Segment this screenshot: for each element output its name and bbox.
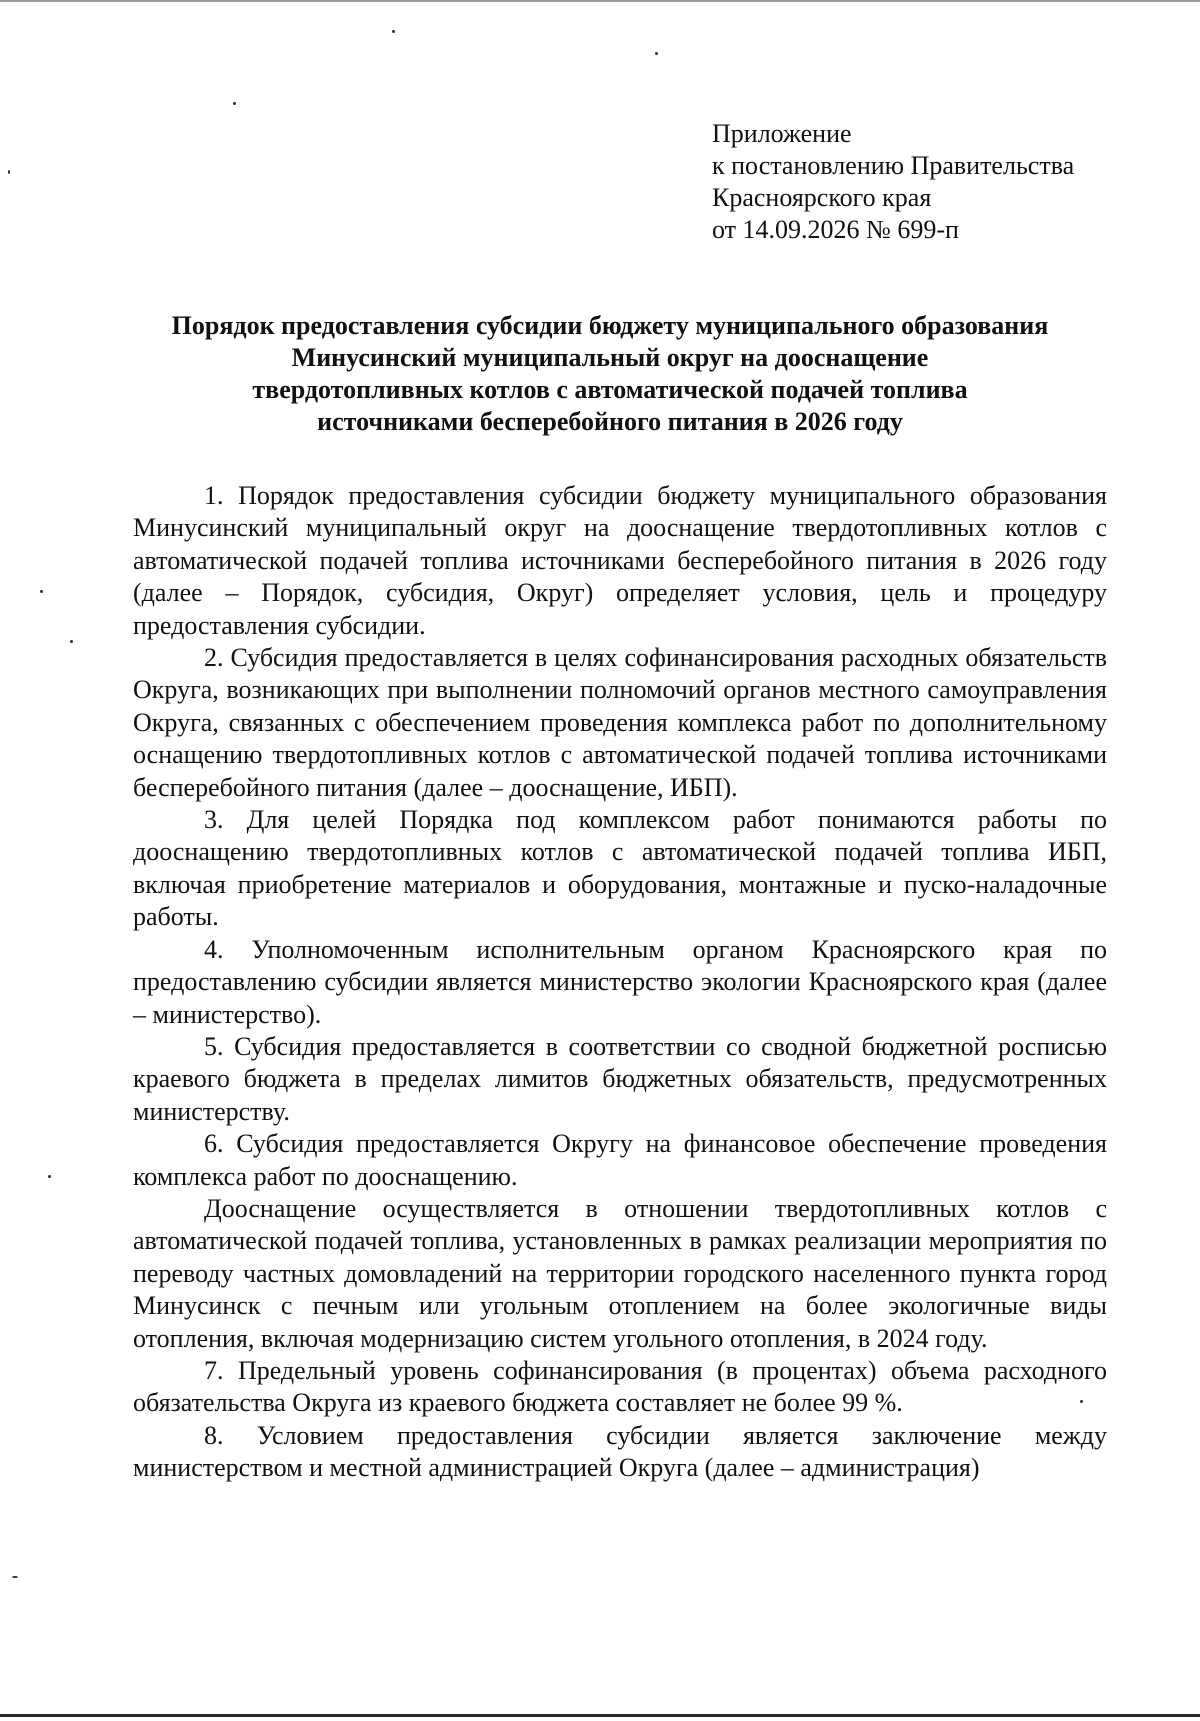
paragraph-5: 5. Субсидия предоставляется в соответствии со сводной бюджетной росписью краевого бюджета в пределах лимитов бюджетных обязательств, предусмотренных министерству. bbox=[133, 1031, 1107, 1126]
title-line: источниками бесперебойного питания в 2026 году bbox=[317, 407, 903, 436]
top-scan-edge bbox=[0, 0, 1200, 2]
appendix-date-number: от 14.09.2026 № 699-п bbox=[712, 215, 959, 244]
paragraph-3: 3. Для целей Порядка под комплексом работ понимаются работы по дооснащению твердотопливных котлов с автоматической подачей топлива ИБП, включая приобретение материалов и оборудования, монтажные и пуско-наладочные работы. bbox=[133, 805, 1107, 932]
paragraph-4: 4. Уполномоченным исполнительным органом Красноярского края по предоставлению субсидии является министерство экологии Красноярского края (далее – министерство). bbox=[133, 934, 1107, 1029]
bottom-scan-edge bbox=[0, 1714, 1200, 1717]
title-line: Порядок предоставления субсидии бюджету муниципального образования bbox=[171, 311, 1049, 340]
scan-speck bbox=[70, 640, 73, 643]
scan-speck bbox=[392, 30, 395, 33]
scan-speck bbox=[12, 1576, 18, 1578]
paragraph-8: 8. Условием предоставления субсидии является заключение между министерством и местной администрацией Округа (далее – администрация) bbox=[133, 1420, 1107, 1483]
paragraph-7: 7. Предельный уровень софинансирования (в процентах) объема расходного обязательства Округа из краевого бюджета составляет не более 99 %. bbox=[133, 1355, 1107, 1418]
paragraph-2: 2. Субсидия предоставляется в целях софинансирования расходных обязательств Округа, возникающих при выполнении полномочий органов местного самоуправления Округа, связанных с обеспечением проведения комплекса работ по дополнительному оснащению твердотопливных котлов с автоматической подачей топлива источниками бесперебойного питания (далее – дооснащение, ИБП). bbox=[133, 643, 1107, 802]
scan-speck bbox=[8, 170, 10, 174]
appendix-line: к постановлению Правительства bbox=[712, 151, 1075, 180]
appendix-line: Красноярского края bbox=[712, 183, 932, 212]
title-line: Минусинский муниципальный округ на дооснащение bbox=[291, 343, 929, 372]
scan-speck bbox=[40, 590, 43, 593]
document-title bbox=[120, 310, 1100, 438]
scan-speck bbox=[655, 52, 658, 55]
paragraph-6-continuation: Дооснащение осуществляется в отношении твердотопливных котлов с автоматической подачей топлива, установленных в рамках реализации мероприятия по переводу частных домовладений на территории городского населенного пункта город Минусинск с печным или угольным отоплением на более экологичные виды отопления, включая модернизацию систем угольного отопления, в 2024 году. bbox=[133, 1193, 1107, 1353]
paragraph-6: 6. Субсидия предоставляется Округу на финансовое обеспечение проведения комплекса работ по дооснащению. bbox=[133, 1129, 1107, 1191]
appendix-line: Приложение bbox=[712, 119, 852, 148]
title-line: твердотопливных котлов с автоматической подачей топлива bbox=[252, 375, 968, 404]
appendix-block bbox=[712, 118, 1074, 246]
paragraph-1: 1. Порядок предоставления субсидии бюджету муниципального образования Минусинский муниципальный округ на дооснащение твердотопливных котлов с автоматической подачей топлива источниками бесперебойного питания в 2026 году (далее – Порядок, субсидия, Округ) определяет условия, цель и процедуру предоставления субсидии. bbox=[133, 481, 1107, 640]
document-body bbox=[133, 480, 1107, 1485]
scan-speck bbox=[233, 102, 236, 105]
scan-speck bbox=[48, 1175, 51, 1178]
